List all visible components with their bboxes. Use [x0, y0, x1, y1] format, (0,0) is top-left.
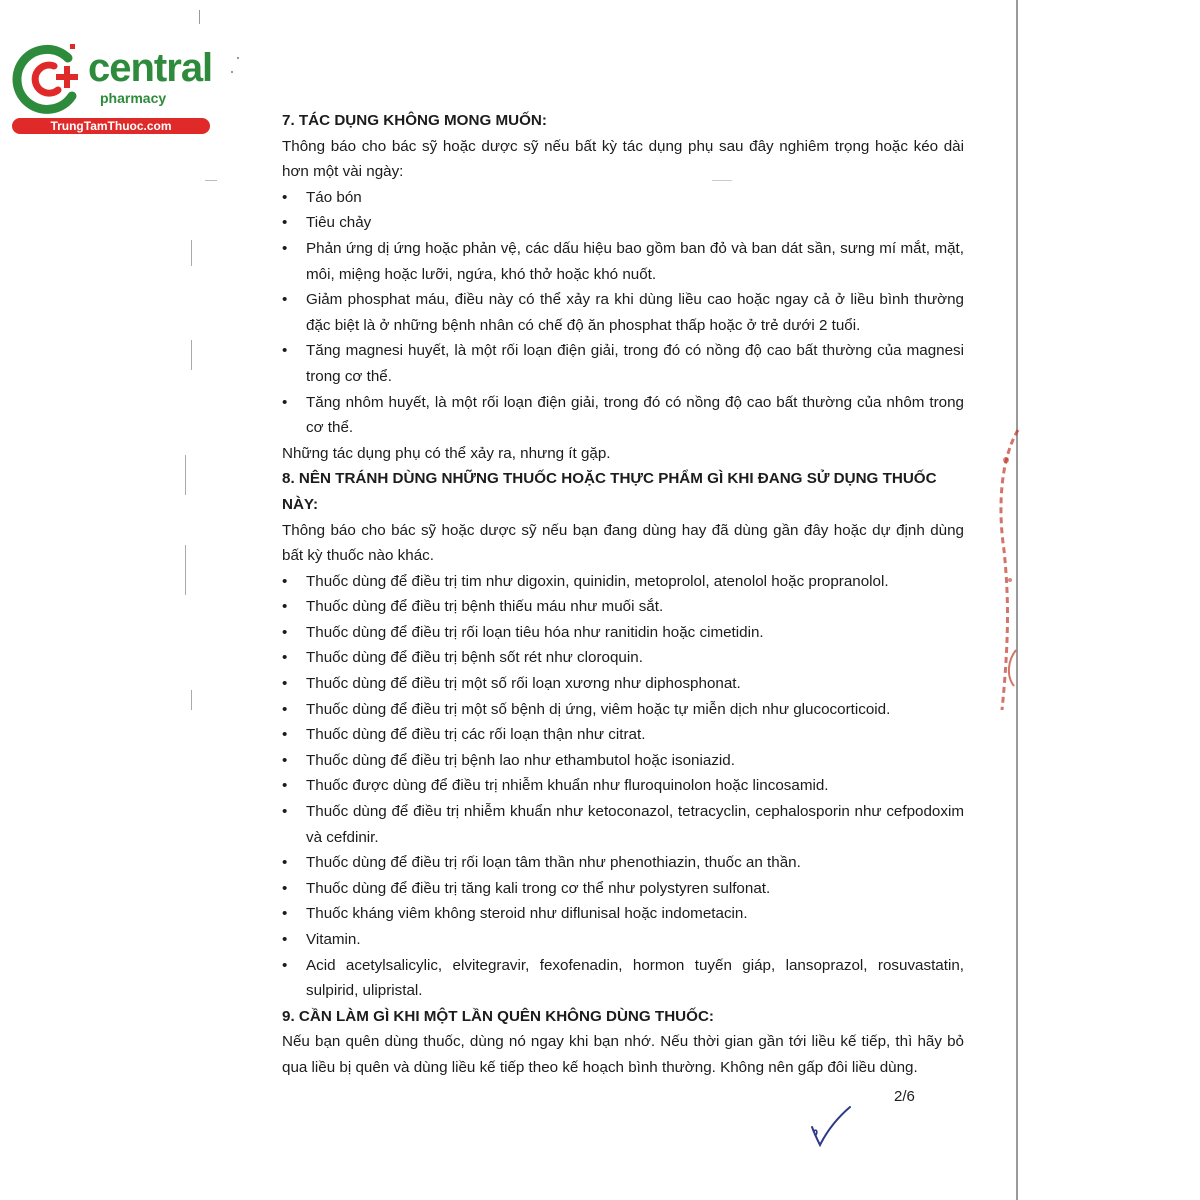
logo-brand-text: central: [88, 46, 213, 90]
logo-sub-text: pharmacy: [100, 90, 167, 106]
list-item: • Thuốc được dùng để điều trị nhiễm khuẩn như fluroquinolon hoặc lincosamid.: [282, 773, 964, 799]
central-pharmacy-logo: [10, 36, 215, 136]
red-stamp-mark: [990, 420, 1020, 720]
list-item: • Tăng magnesi huyết, là một rối loạn điện giải, trong đó có nồng độ cao bất thường của magnesi trong cơ thể.: [282, 338, 964, 389]
list-item: • Giảm phosphat máu, điều này có thể xảy ra khi dùng liều cao hoặc ngay cả ở liều bình thường đặc biệt là ở những bệnh nhân có chế độ ăn phosphat thấp hoặc ở trẻ dưới 2 tuổi.: [282, 287, 964, 338]
list-item: • Phản ứng dị ứng hoặc phản vệ, các dấu hiệu bao gồm ban đỏ và ban dát sần, sưng mí mắt, mặt, môi, miệng hoặc lưỡi, ngứa, khó thở hoặc khó nuốt.: [282, 236, 964, 287]
list-item: • Thuốc dùng để điều trị tăng kali trong cơ thể như polystyren sulfonat.: [282, 876, 964, 902]
list-item: • Táo bón: [282, 185, 964, 211]
list-item: • Thuốc dùng để điều trị rối loạn tiêu hóa như ranitidin hoặc cimetidin.: [282, 620, 964, 646]
logo-site-text: TrungTamThuoc.com: [12, 118, 210, 134]
section-7-heading: 7. TÁC DỤNG KHÔNG MONG MUỐN:: [282, 112, 547, 129]
list-item: • Thuốc dùng để điều trị bệnh thiếu máu như muối sắt.: [282, 594, 964, 620]
list-item: • Thuốc dùng để điều trị rối loạn tâm thần như phenothiazin, thuốc an thần.: [282, 850, 964, 876]
list-item: • Thuốc dùng để điều trị một số rối loạn xương như diphosphonat.: [282, 671, 964, 697]
section-7-list: [282, 185, 964, 441]
list-item: • Thuốc kháng viêm không steroid như diflunisal hoặc indometacin.: [282, 901, 964, 927]
section-7-outro: Những tác dụng phụ có thể xảy ra, nhưng ít gặp.: [282, 444, 611, 462]
section-8-intro: Thông báo cho bác sỹ hoặc dược sỹ nếu bạn đang dùng hay đã dùng gần đây hoặc dự định dùng bất kỳ thuốc nào khác.: [282, 521, 964, 565]
checkmark-signature-icon: [810, 1105, 854, 1151]
list-item: • Thuốc dùng để điều trị bệnh lao như ethambutol hoặc isoniazid.: [282, 748, 964, 774]
list-item: • Thuốc dùng để điều trị bệnh sốt rét như cloroquin.: [282, 645, 964, 671]
list-item: • Thuốc dùng để điều trị một số bệnh dị ứng, viêm hoặc tự miễn dịch như glucocorticoid.: [282, 697, 964, 723]
section-9-body: Nếu bạn quên dùng thuốc, dùng nó ngay khi bạn nhớ. Nếu thời gian gần tới liều kế tiếp, thì hãy bỏ qua liều bị quên và dùng liều kế tiếp theo kế hoạch bình thường. Không nên gấp đôi liều dùng.: [282, 1033, 964, 1076]
document-body: [282, 108, 964, 1081]
list-item: • Tăng nhôm huyết, là một rối loạn điện giải, trong đó có nồng độ cao bất thường của nhôm trong cơ thể.: [282, 390, 964, 441]
section-8-heading: 8. NÊN TRÁNH DÙNG NHỮNG THUỐC HOẶC THỰC PHẨM GÌ KHI ĐANG SỬ DỤNG THUỐC NÀY:: [282, 470, 937, 513]
list-item: • Thuốc dùng để điều trị tim như digoxin, quinidin, metoprolol, atenolol hoặc propranolol.: [282, 569, 964, 595]
page-number: 2/6: [894, 1088, 915, 1105]
section-7-intro: Thông báo cho bác sỹ hoặc dược sỹ nếu bất kỳ tác dụng phụ sau đây nghiêm trọng hoặc kéo dài hơn một vài ngày:: [282, 137, 964, 181]
section-8-list: [282, 569, 964, 1004]
list-item: • Tiêu chảy: [282, 210, 964, 236]
pharmacy-cross-icon: [10, 38, 90, 118]
list-item: • Thuốc dùng để điều trị nhiễm khuẩn như ketoconazol, tetracyclin, cephalosporin như cefpodoxim và cefdinir.: [282, 799, 964, 850]
list-item: • Vitamin.: [282, 927, 964, 953]
list-item: • Thuốc dùng để điều trị các rối loạn thận như citrat.: [282, 722, 964, 748]
list-item: • Acid acetylsalicylic, elvitegravir, fexofenadin, hormon tuyến giáp, lansoprazol, rosuvastatin, sulpirid, ulipristal.: [282, 953, 964, 1004]
section-9-heading: 9. CẦN LÀM GÌ KHI MỘT LẦN QUÊN KHÔNG DÙNG THUỐC:: [282, 1007, 714, 1025]
